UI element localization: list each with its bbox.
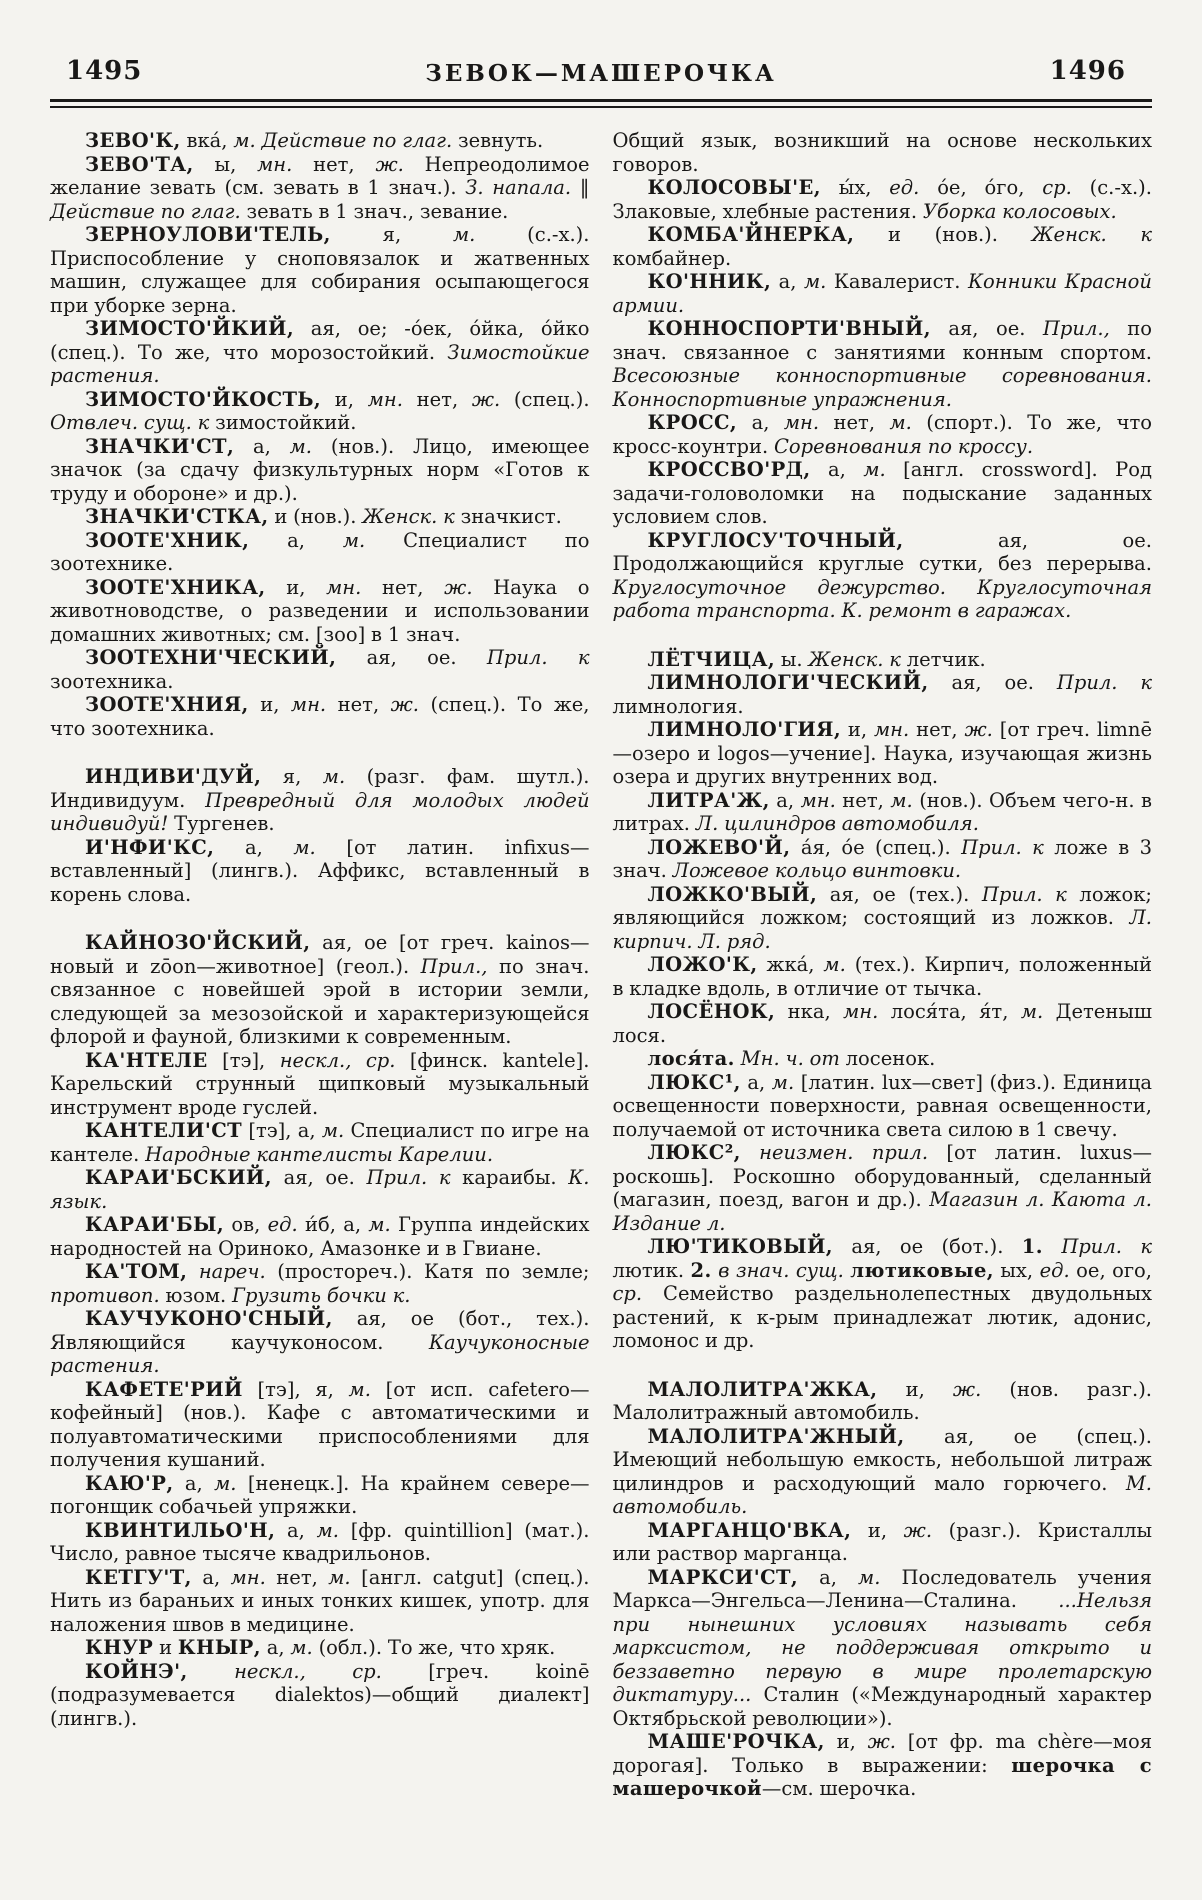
dictionary-entry: ЛОЖЕВО'Й, а́я, о́е (спец.). Прил. к ложе в 3 знач. Ложевое кольцо винтовки. — [612, 835, 1152, 882]
column-left — [50, 129, 590, 1801]
dictionary-entry: ЗИМОСТО'ЙКОСТЬ, и, мн. нет, ж. (спец.). Отвлеч. сущ. к зимостойкий. — [50, 387, 590, 434]
dictionary-entry: ЛИТРА'Ж, а, мн. нет, м. (нов.). Объем чего-н. в литрах. Л. цилиндров автомобиля. — [612, 788, 1152, 835]
dictionary-entry: КРОСС, а, мн. нет, м. (спорт.). То же, что кросс-коунтри. Соревнования по кроссу. — [612, 411, 1152, 458]
dictionary-entry: ЗНАЧКИ'СТКА, и (нов.). Женск. к значкист. — [85, 505, 562, 528]
dictionary-entry: КВИНТИЛЬО'Н, а, м. [фр. quintillion] (мат.). Число, равное тысяче квадрильонов. — [50, 1518, 590, 1565]
dictionary-entry: ЛОЖО'К, жка́, м. (тех.). Кирпич, положенный в кладке вдоль, в отличие от тычка. — [612, 953, 1152, 1000]
dictionary-entry: ЗИМОСТО'ЙКИЙ, ая, ое; -о́ек, о́йка, о́йко (спец.). То же, что морозостойкий. Зимостойкие растения. — [50, 317, 590, 387]
dictionary-entry: ЗООТЕХНИ'ЧЕСКИЙ, ая, ое. Прил. к зоотехника. — [50, 646, 590, 693]
dictionary-entry: КАРАИ'БСКИЙ, ая, ое. Прил. к караибы. К. язык. — [50, 1166, 590, 1213]
page-header — [50, 56, 1152, 90]
dictionary-entry: ЗЕВО'ТА, ы, мн. нет, ж. Непреодолимое желание зевать (см. зевать в 1 знач.). З. напала. ‖ Действие по глаг. зевать в 1 знач., зевание. — [50, 152, 590, 223]
dictionary-entry: ЗНАЧКИ'СТ, а, м. (нов.). Лицо, имеющее значок (за сдачу физкультурных норм «Готов к труду и обороне» и др.). — [50, 434, 590, 505]
dictionary-entry: КРУГЛОСУ'ТОЧНЫЙ, ая, ое. Продолжающийся круглые сутки, без перерыва. Круглосуточное дежурство. Круглосуточная работа транспорта. К. ремонт в гаражах. — [612, 528, 1152, 622]
page-number-right: 1496 — [1049, 56, 1126, 86]
dictionary-entry: МАШЕ'РОЧКА, и, ж. [от фр. ma chère—моя дорогая]. Только в выражении: шерочка с машерочкой—см. шерочка. — [612, 1730, 1152, 1800]
dictionary-entry: КА'НТЕЛЕ [тэ], нескл., ср. [финск. kantele]. Карельский струнный щипковый музыкальный инструмент вроде гуслей. — [50, 1048, 590, 1119]
dictionary-entry: лося́та. Мн. ч. от лосенок. — [647, 1047, 936, 1070]
dictionary-entry: КАРАИ'БЫ, ов, ед. и́б, а, м. Группа индейских народностей на Ориноко, Амазонке и в Гвиане. — [50, 1213, 590, 1260]
dictionary-entry: КОЛОСОВЫ'Е, ы́х, ед. о́е, о́го, ср. (с.-х.). Злаковые, хлебные растения. Уборка колосовых. — [612, 176, 1152, 223]
dictionary-entry: МАРГАНЦО'ВКА, и, ж. (разг.). Кристаллы или раствор марганца. — [612, 1518, 1152, 1565]
dictionary-entry: ЛЁТЧИЦА, ы. Женск. к летчик. — [647, 647, 986, 671]
dictionary-entry: ЛИМНОЛОГИ'ЧЕСКИЙ, ая, ое. Прил. к лимнология. — [612, 671, 1152, 718]
dictionary-entry: КА'ТОМ, нареч. (простореч.). Катя по земле; противоп. юзом. Грузить бочки к. — [50, 1260, 590, 1307]
dictionary-entry: КРОССВО'РД, а, м. [англ. crossword]. Род задачи-головоломки на подыскание заданных условием слов. — [612, 458, 1152, 528]
dictionary-entry: ЗООТЕ'ХНИКА, и, мн. нет, ж. Наука о животноводстве, о разведении и использовании домашних животных; см. [зоо] в 1 знач. — [50, 575, 590, 646]
dictionary-entry: ЛИМНОЛО'ГИЯ, и, мн. нет, ж. [от греч. limnē—озеро и logos—учение]. Наука, изучающая жизнь озера и других внутренних вод. — [612, 718, 1152, 788]
dictionary-entry: КО'ННИК, а, м. Кавалерист. Конники Красной армии. — [612, 270, 1152, 317]
dictionary-entry: ЛЮКС², неизмен. прил. [от латин. luxus—роскошь]. Роскошно оборудованный, сделанный (магазин, поезд, вагон и др.). Магазин л. Каюта л. Издание л. — [612, 1141, 1152, 1235]
dictionary-entry: КОННОСПОРТИ'ВНЫЙ, ая, ое. Прил., по знач. связанное с занятиями конным спортом. Всесоюзные конноспортивные соревнования. Конноспортивные упражнения. — [612, 317, 1153, 411]
dictionary-entry: ЗЕВО'К, вка́, м. Действие по глаг. зевнуть. — [85, 129, 544, 152]
dictionary-entry: И'НФИ'КС, а, м. [от латин. infixus—вставленный] (лингв.). Аффикс, вставленный в корень слова. — [50, 835, 590, 906]
column-right — [613, 129, 1153, 1801]
text-columns — [50, 129, 1152, 1801]
dictionary-entry: ЛЮКС¹, а, м. [латин. lux—свет] (физ.). Единица освещенности поверхности, равная освещенности, получаемой от источника света силою в 1 свечу. — [612, 1070, 1152, 1141]
dictionary-entry: ЗООТЕ'ХНИК, а, м. Специалист по зоотехнике. — [50, 528, 590, 575]
dictionary-entry: ЛЮ'ТИКОВЫЙ, ая, ое (бот.). 1. Прил. к лютик. 2. в знач. сущ. лютиковые, ых, ед. ое, ого, ср. Семейство раздельнолепестных двудольных растений, к к-рым принадлежат лютик, адонис, ломонос и др. — [612, 1235, 1152, 1352]
dictionary-entry: МАЛОЛИТРА'ЖНЫЙ, ая, ое (спец.). Имеющий небольшую емкость, небольшой литраж цилиндров и расходующий мало горючего. М. автомобиль. — [612, 1424, 1152, 1518]
running-head: ЗЕВОК—МАШЕРОЧКА — [425, 60, 777, 87]
dictionary-entry: КОЙНЭ', нескл., ср. [греч. koinē (подразумевается dialektos)—общий диалект] (лингв.). — [50, 1659, 590, 1730]
header-rule — [50, 99, 1152, 108]
dictionary-entry: КАНТЕЛИ'СТ [тэ], а, м. Специалист по игре на кантеле. Народные кантелисты Карелии. — [50, 1119, 590, 1166]
page-number-left: 1495 — [66, 56, 143, 86]
dictionary-entry: ЛОСЁНОК, нка, мн. лося́та, я́т, м. Детеныш лося. — [612, 1000, 1152, 1047]
dictionary-entry: КАУЧУКОНО'СНЫЙ, ая, ое (бот., тех.). Являющийся каучуконосом. Каучуконосные растения. — [50, 1307, 590, 1377]
dictionary-entry: КАЮ'Р, а, м. [ненецк.]. На крайнем севере—погонщик собачьей упряжки. — [50, 1471, 590, 1518]
dictionary-entry: Общий язык, возникший на основе нескольких говоров. — [612, 129, 1152, 176]
dictionary-entry: МАЛОЛИТРА'ЖКА, и, ж. (нов. разг.). Малолитражный автомобиль. — [612, 1377, 1152, 1424]
dictionary-entry: КАЙНОЗО'ЙСКИЙ, ая, ое [от греч. kainos—новый и zōon—животное] (геол.). Прил., по знач. связанное с новейшей эрой в истории земли, следующей за мезозойской и характеризующейся флорой и фауной, близкими к современным. — [50, 931, 590, 1048]
dictionary-entry: ЛОЖКО'ВЫЙ, ая, ое (тех.). Прил. к ложок; являющийся ложком; состоящий из ложков. Л. кирпич. Л. ряд. — [612, 882, 1152, 953]
dictionary-entry: ЗЕРНОУЛОВИ'ТЕЛЬ, я, м. (с.-х.). Приспособление у сноповязалок и жатвенных машин, служащее для собирания осыпающегося при уборке зерна. — [50, 223, 590, 317]
dictionary-entry: ИНДИВИ'ДУЙ, я, м. (разг. фам. шутл.). Индивидуум. Превредный для молодых людей индивидуй! Тургенев. — [50, 765, 590, 835]
dictionary-entry: МАРКСИ'СТ, а, м. Последователь учения Маркса—Энгельса—Ленина—Сталина. ...Нельзя при нынешних условиях называть себя марксистом, не поддерживая открыто и беззаветно первую в мире пролетарскую диктатуру... Сталин («Международный характер Октябрьской революции»). — [612, 1565, 1152, 1730]
dictionary-entry: КЕТГУ'Т, а, мн. нет, м. [англ. catgut] (спец.). Нить из бараньих и иных тонких кишек, употр. для наложения швов в медицине. — [50, 1565, 590, 1636]
dictionary-entry: КАФЕТЕ'РИЙ [тэ], я, м. [от исп. cafetero—кофейный] (нов.). Кафе с автоматическими и полуавтоматическими приспособлениями для получения кушаний. — [50, 1377, 590, 1471]
dictionary-entry: КНУР и КНЫР, а, м. (обл.). То же, что хряк. — [85, 1636, 556, 1659]
dictionary-entry: ЗООТЕ'ХНИЯ, и, мн. нет, ж. (спец.). То же, что зоотехника. — [50, 693, 590, 740]
dictionary-entry: КОМБА'ЙНЕРКА, и (нов.). Женск. к комбайнер. — [612, 223, 1153, 270]
